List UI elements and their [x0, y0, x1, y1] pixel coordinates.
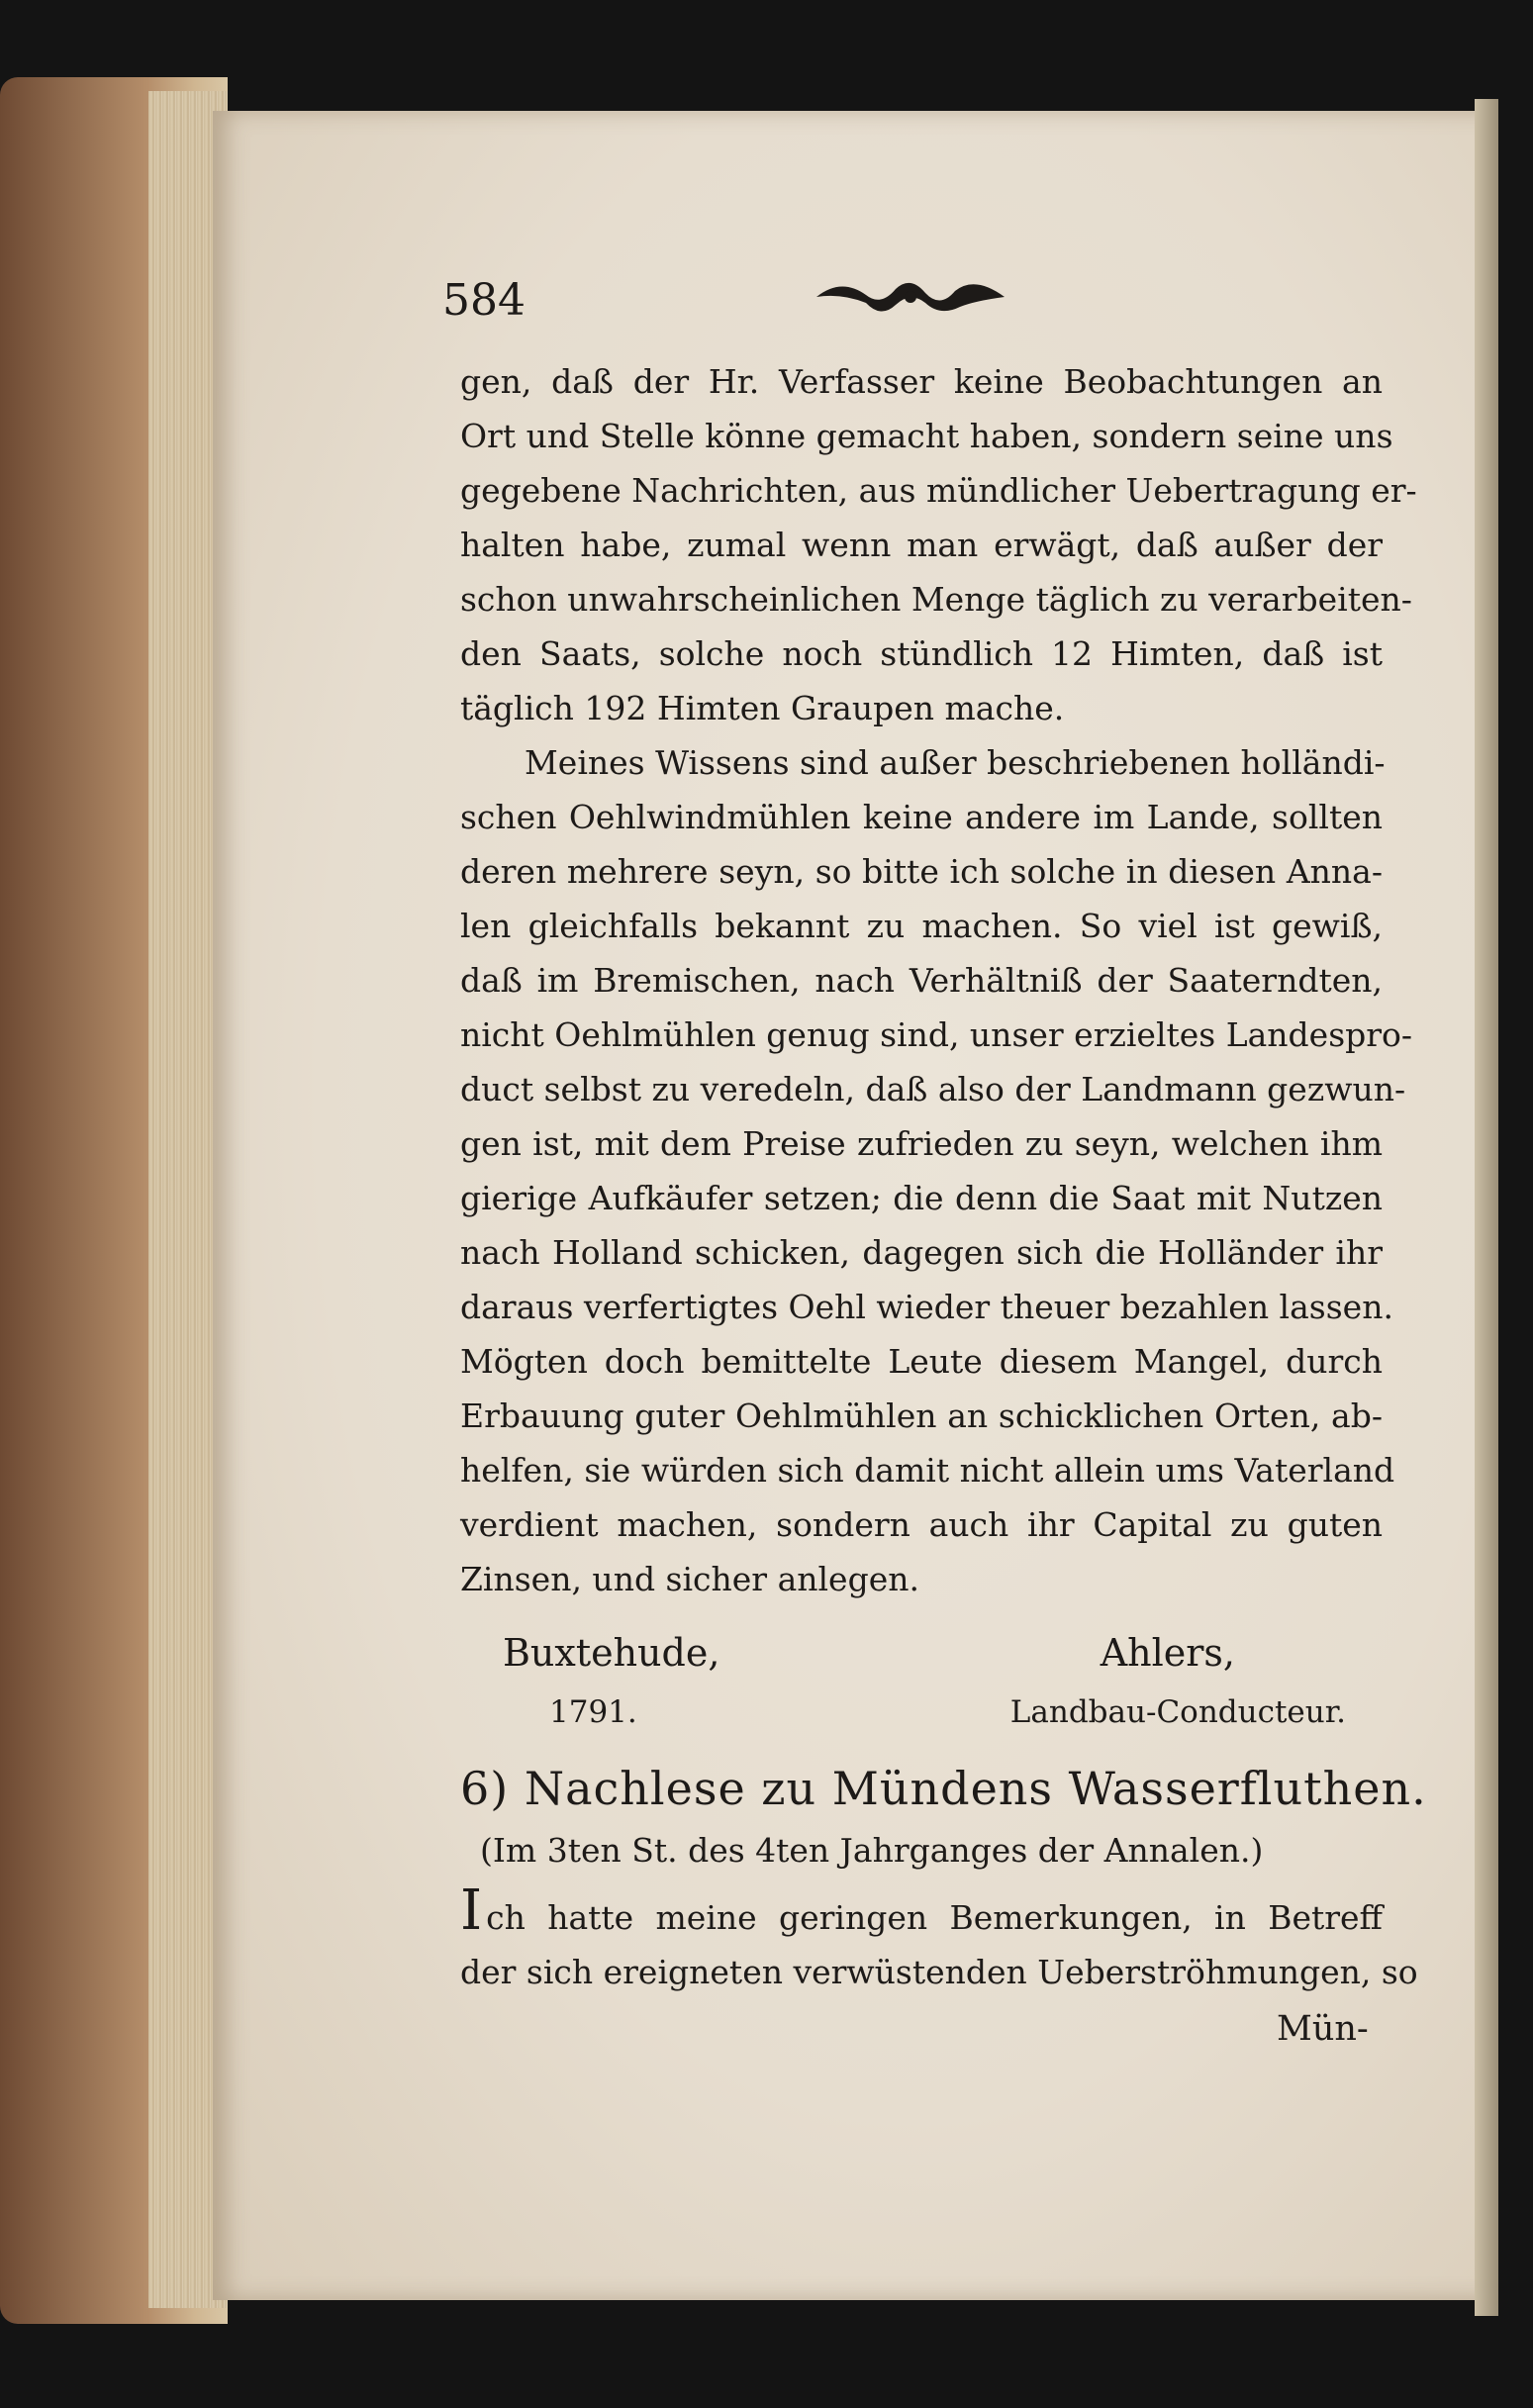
text-line: Ort und Stelle könne gemacht haben, sondern seine uns: [460, 417, 1393, 455]
text-line-rest: ch hatte meine geringen Bemerkungen, in Betreff: [486, 1898, 1383, 1937]
text-line: verdient machen, sondern auch ihr Capital zu guten: [460, 1505, 1383, 1544]
signature-place: Buxtehude,: [503, 1631, 720, 1675]
text-line: deren mehrere seyn, so bitte ich solche in diesen Anna-: [460, 852, 1383, 891]
text-line: gierige Aufkäufer setzen; die denn die Saat mit Nutzen: [460, 1179, 1383, 1217]
text-line: Erbauung guter Oehlmühlen an schicklichen Orten, ab-: [460, 1397, 1383, 1435]
signature-name: Ahlers,: [1100, 1631, 1235, 1675]
ornament-icon: [812, 267, 1009, 327]
text-line: der sich ereigneten verwüstenden Ueberströhmungen, so: [460, 1953, 1418, 1991]
text-line: duct selbst zu veredeln, daß also der Landmann gezwun-: [460, 1070, 1406, 1108]
signature-year: 1791.: [549, 1694, 637, 1730]
text-line: täglich 192 Himten Graupen mache.: [460, 689, 1065, 727]
text-line: Mögten doch bemittelte Leute diesem Mangel, durch: [460, 1342, 1383, 1381]
signature-line: [503, 1631, 1235, 1675]
facing-page-edge: [1475, 99, 1498, 2316]
text-line: Zinsen, und sicher anlegen.: [460, 1560, 919, 1598]
section-subheading: (Im 3ten St. des 4ten Jahrganges der Annalen.): [480, 1831, 1264, 1870]
paragraph-1: [460, 354, 1417, 1606]
text-line: nach Holland schicken, dagegen sich die Holländer ihr: [460, 1233, 1383, 1272]
text-line: daß im Bremischen, nach Verhältniß der Saaterndten,: [460, 961, 1383, 1000]
section-heading: 6) Nachlese zu Mündens Wasserfluthen.: [460, 1762, 1427, 1815]
text-line: schen Oehlwindmühlen keine andere im Lande, sollten: [460, 798, 1383, 836]
text-line: gen ist, mit dem Preise zufrieden zu seyn, welchen ihm: [460, 1124, 1383, 1163]
catchword: Mün-: [1277, 2009, 1369, 2049]
text-line: daraus verfertigtes Oehl wieder theuer bezahlen lassen.: [460, 1288, 1393, 1326]
signature-line-2: [549, 1694, 1346, 1730]
text-line: len gleichfalls bekannt zu machen. So viel ist gewiß,: [460, 907, 1383, 945]
section-body: [460, 1878, 1418, 1999]
page-number: 584: [442, 275, 526, 326]
text-line: den Saats, solche noch stündlich 12 Himten, daß ist: [460, 634, 1383, 673]
text-line: gen, daß der Hr. Verfasser keine Beobachtungen an: [460, 362, 1383, 401]
text-line: nicht Oehlmühlen genug sind, unser erzieltes Landespro-: [460, 1015, 1413, 1054]
text-line: Meines Wissens sind außer beschriebenen holländi-: [525, 743, 1386, 782]
signature-title: Landbau-Conducteur.: [1009, 1694, 1346, 1730]
text-line: schon unwahrscheinlichen Menge täglich zu verarbeiten-: [460, 580, 1412, 619]
text-line: helfen, sie würden sich damit nicht allein ums Vaterland: [460, 1451, 1395, 1490]
text-line: halten habe, zumal wenn man erwägt, daß außer der: [460, 526, 1383, 564]
text-line: gegebene Nachrichten, aus mündlicher Uebertragung er-: [460, 471, 1417, 510]
text-line: [460, 1878, 1383, 1945]
drop-cap: I: [460, 1878, 483, 1943]
